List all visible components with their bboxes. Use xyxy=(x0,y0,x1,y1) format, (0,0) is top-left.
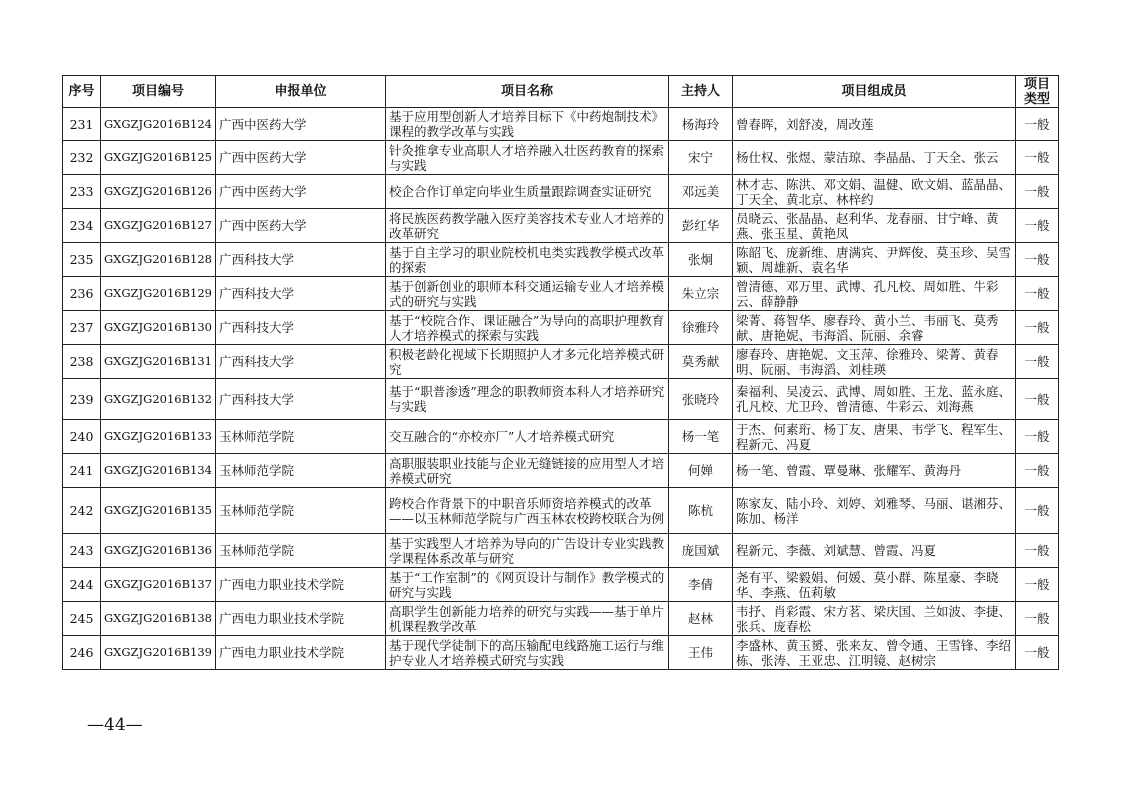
cell-members: 韦抒、肖彩霞、宋方茗、梁庆国、兰如波、李捷、张兵、庞春松 xyxy=(733,602,1016,636)
cell-host: 莫秀献 xyxy=(669,345,733,379)
cell-host: 张晓玲 xyxy=(669,379,733,420)
cell-unit: 广西中医药大学 xyxy=(216,175,386,209)
cell-members: 于杰、何素珩、杨丁友、唐果、韦学飞、程军生、程新元、冯夏 xyxy=(733,420,1016,454)
cell-name: 跨校合作背景下的中职音乐师资培养模式的改革——以玉林师范学院与广西玉林农校跨校联合为例 xyxy=(386,488,669,534)
header-code: 项目编号 xyxy=(101,76,216,108)
cell-members: 程新元、李薇、刘斌慧、曾霞、冯夏 xyxy=(733,534,1016,568)
cell-name: 基于现代学徒制下的高压输配电线路施工运行与维护专业人才培养模式研究与实践 xyxy=(386,636,669,670)
cell-unit: 玉林师范学院 xyxy=(216,534,386,568)
cell-unit: 广西科技大学 xyxy=(216,277,386,311)
cell-members: 曾清德、邓万里、武博、孔凡校、周如胜、牛彩云、薛静静 xyxy=(733,277,1016,311)
header-unit: 申报单位 xyxy=(216,76,386,108)
cell-name: 基于自主学习的职业院校机电类实践教学模式改革的探索 xyxy=(386,243,669,277)
table-row xyxy=(63,568,1059,602)
cell-code: GXGZJG2016B132 xyxy=(101,379,216,420)
cell-no: 234 xyxy=(63,209,101,243)
cell-code: GXGZJG2016B139 xyxy=(101,636,216,670)
cell-type: 一般 xyxy=(1016,108,1059,141)
cell-no: 243 xyxy=(63,534,101,568)
cell-name: 高职服装职业技能与企业无缝链接的应用型人才培养模式研究 xyxy=(386,454,669,488)
cell-name: 校企合作订单定向毕业生质量跟踪调查实证研究 xyxy=(386,175,669,209)
cell-no: 242 xyxy=(63,488,101,534)
cell-host: 赵林 xyxy=(669,602,733,636)
cell-no: 239 xyxy=(63,379,101,420)
cell-unit: 广西中医药大学 xyxy=(216,141,386,175)
cell-name: 针灸推拿专业高职人才培养融入壮医药教育的探索与实践 xyxy=(386,141,669,175)
cell-name: 基于实践型人才培养为导向的广告设计专业实践教学课程体系改革与研究 xyxy=(386,534,669,568)
table-row xyxy=(63,209,1059,243)
cell-unit: 玉林师范学院 xyxy=(216,420,386,454)
cell-name: 高职学生创新能力培养的研究与实践——基于单片机课程教学改革 xyxy=(386,602,669,636)
project-table xyxy=(62,75,1059,670)
cell-name: 将民族医药教学融入医疗美容技术专业人才培养的改革研究 xyxy=(386,209,669,243)
cell-no: 235 xyxy=(63,243,101,277)
cell-host: 何婵 xyxy=(669,454,733,488)
cell-type: 一般 xyxy=(1016,243,1059,277)
cell-host: 陈杭 xyxy=(669,488,733,534)
cell-members: 员晓云、张晶晶、赵利华、龙春丽、甘宁峰、黄燕、张玉星、黄艳凤 xyxy=(733,209,1016,243)
cell-type: 一般 xyxy=(1016,345,1059,379)
cell-members: 梁菁、蒋智华、廖春玲、黄小兰、韦丽飞、莫秀献、唐艳妮、韦海滔、阮丽、余睿 xyxy=(733,311,1016,345)
cell-name: 基于创新创业的职师本科交通运输专业人才培养模式的研究与实践 xyxy=(386,277,669,311)
cell-type: 一般 xyxy=(1016,488,1059,534)
table-body xyxy=(63,108,1059,670)
cell-members: 陈韶飞、庞新维、唐满宾、尹辉俊、莫玉珍、吴雪颖、周雄新、袁名华 xyxy=(733,243,1016,277)
cell-no: 231 xyxy=(63,108,101,141)
table-row xyxy=(63,277,1059,311)
cell-name: 基于“工作室制”的《网页设计与制作》教学模式的研究与实践 xyxy=(386,568,669,602)
table-row xyxy=(63,108,1059,141)
cell-host: 朱立宗 xyxy=(669,277,733,311)
table-row xyxy=(63,420,1059,454)
cell-no: 246 xyxy=(63,636,101,670)
cell-no: 232 xyxy=(63,141,101,175)
cell-members: 林才志、陈洪、邓文娟、温健、欧文娟、蓝晶晶、丁天全、黄北京、林梓约 xyxy=(733,175,1016,209)
cell-type: 一般 xyxy=(1016,454,1059,488)
table-row xyxy=(63,311,1059,345)
cell-code: GXGZJG2016B131 xyxy=(101,345,216,379)
cell-host: 徐雅玲 xyxy=(669,311,733,345)
cell-members: 杨一笔、曾霞、覃曼琳、张耀军、黄海丹 xyxy=(733,454,1016,488)
header-name: 项目名称 xyxy=(386,76,669,108)
header-row xyxy=(63,76,1059,108)
cell-no: 238 xyxy=(63,345,101,379)
cell-host: 王伟 xyxy=(669,636,733,670)
cell-host: 杨一笔 xyxy=(669,420,733,454)
cell-members: 曾春晖，刘舒凌，周改莲 xyxy=(733,108,1016,141)
table-row xyxy=(63,379,1059,420)
cell-type: 一般 xyxy=(1016,141,1059,175)
cell-unit: 广西中医药大学 xyxy=(216,209,386,243)
cell-name: 基于应用型创新人才培养目标下《中药炮制技术》课程的教学改革与实践 xyxy=(386,108,669,141)
cell-host: 李倩 xyxy=(669,568,733,602)
cell-unit: 广西科技大学 xyxy=(216,345,386,379)
cell-members: 杨仕权、张煜、蒙洁琼、李晶晶、丁天全、张云 xyxy=(733,141,1016,175)
table-row xyxy=(63,175,1059,209)
table-row xyxy=(63,345,1059,379)
cell-code: GXGZJG2016B136 xyxy=(101,534,216,568)
cell-host: 张炯 xyxy=(669,243,733,277)
cell-unit: 广西中医药大学 xyxy=(216,108,386,141)
cell-name: 基于“校院合作、课证融合”为导向的高职护理教育人才培养模式的探索与实践 xyxy=(386,311,669,345)
cell-code: GXGZJG2016B138 xyxy=(101,602,216,636)
page-number: —44— xyxy=(87,715,143,735)
table-row xyxy=(63,534,1059,568)
cell-type: 一般 xyxy=(1016,534,1059,568)
cell-type: 一般 xyxy=(1016,175,1059,209)
cell-code: GXGZJG2016B130 xyxy=(101,311,216,345)
table-header xyxy=(63,76,1059,108)
cell-code: GXGZJG2016B135 xyxy=(101,488,216,534)
cell-type: 一般 xyxy=(1016,420,1059,454)
cell-no: 236 xyxy=(63,277,101,311)
cell-code: GXGZJG2016B124 xyxy=(101,108,216,141)
cell-type: 一般 xyxy=(1016,379,1059,420)
cell-members: 秦福利、吴凌云、武博、周如胜、王龙、蓝永庭、孔凡校、尤卫玲、曾清德、牛彩云、刘海燕 xyxy=(733,379,1016,420)
cell-type: 一般 xyxy=(1016,311,1059,345)
cell-name: 积极老龄化视域下长期照护人才多元化培养模式研究 xyxy=(386,345,669,379)
cell-unit: 玉林师范学院 xyxy=(216,454,386,488)
cell-unit: 广西科技大学 xyxy=(216,243,386,277)
header-host: 主持人 xyxy=(669,76,733,108)
cell-members: 李盛林、黄玉赟、张来友、曾令通、王雪锋、李绍栋、张涛、王亚忠、江明镜、赵树宗 xyxy=(733,636,1016,670)
cell-code: GXGZJG2016B128 xyxy=(101,243,216,277)
table-row xyxy=(63,243,1059,277)
table-row xyxy=(63,636,1059,670)
cell-host: 彭红华 xyxy=(669,209,733,243)
header-type: 项目类型 xyxy=(1016,76,1059,108)
cell-no: 237 xyxy=(63,311,101,345)
cell-type: 一般 xyxy=(1016,209,1059,243)
cell-code: GXGZJG2016B129 xyxy=(101,277,216,311)
cell-code: GXGZJG2016B126 xyxy=(101,175,216,209)
table-row xyxy=(63,454,1059,488)
cell-no: 240 xyxy=(63,420,101,454)
cell-type: 一般 xyxy=(1016,602,1059,636)
cell-code: GXGZJG2016B127 xyxy=(101,209,216,243)
cell-no: 244 xyxy=(63,568,101,602)
cell-unit: 广西科技大学 xyxy=(216,379,386,420)
cell-no: 233 xyxy=(63,175,101,209)
cell-code: GXGZJG2016B134 xyxy=(101,454,216,488)
table-row xyxy=(63,141,1059,175)
cell-members: 尧有平、梁毅娟、何媛、莫小群、陈星豪、李晓华、李燕、伍莉敏 xyxy=(733,568,1016,602)
cell-no: 241 xyxy=(63,454,101,488)
cell-code: GXGZJG2016B137 xyxy=(101,568,216,602)
cell-code: GXGZJG2016B125 xyxy=(101,141,216,175)
cell-host: 邓远美 xyxy=(669,175,733,209)
cell-members: 陈家友、陆小玲、刘婷、刘雅琴、马丽、谌湘芬、陈加、杨洋 xyxy=(733,488,1016,534)
cell-unit: 广西电力职业技术学院 xyxy=(216,568,386,602)
header-members: 项目组成员 xyxy=(733,76,1016,108)
cell-unit: 广西电力职业技术学院 xyxy=(216,602,386,636)
table-row xyxy=(63,488,1059,534)
cell-unit: 玉林师范学院 xyxy=(216,488,386,534)
cell-name: 交互融合的“亦校亦厂”人才培养模式研究 xyxy=(386,420,669,454)
cell-unit: 广西科技大学 xyxy=(216,311,386,345)
cell-no: 245 xyxy=(63,602,101,636)
cell-host: 宋宁 xyxy=(669,141,733,175)
header-no: 序号 xyxy=(63,76,101,108)
table-row xyxy=(63,602,1059,636)
cell-type: 一般 xyxy=(1016,568,1059,602)
cell-members: 廖春玲、唐艳妮、文玉萍、徐雅玲、梁菁、黄春明、阮丽、韦海滔、刘桂瑛 xyxy=(733,345,1016,379)
cell-code: GXGZJG2016B133 xyxy=(101,420,216,454)
cell-host: 庞国斌 xyxy=(669,534,733,568)
cell-type: 一般 xyxy=(1016,636,1059,670)
cell-host: 杨海玲 xyxy=(669,108,733,141)
cell-unit: 广西电力职业技术学院 xyxy=(216,636,386,670)
cell-type: 一般 xyxy=(1016,277,1059,311)
cell-name: 基于“职普渗透”理念的职教师资本科人才培养研究与实践 xyxy=(386,379,669,420)
